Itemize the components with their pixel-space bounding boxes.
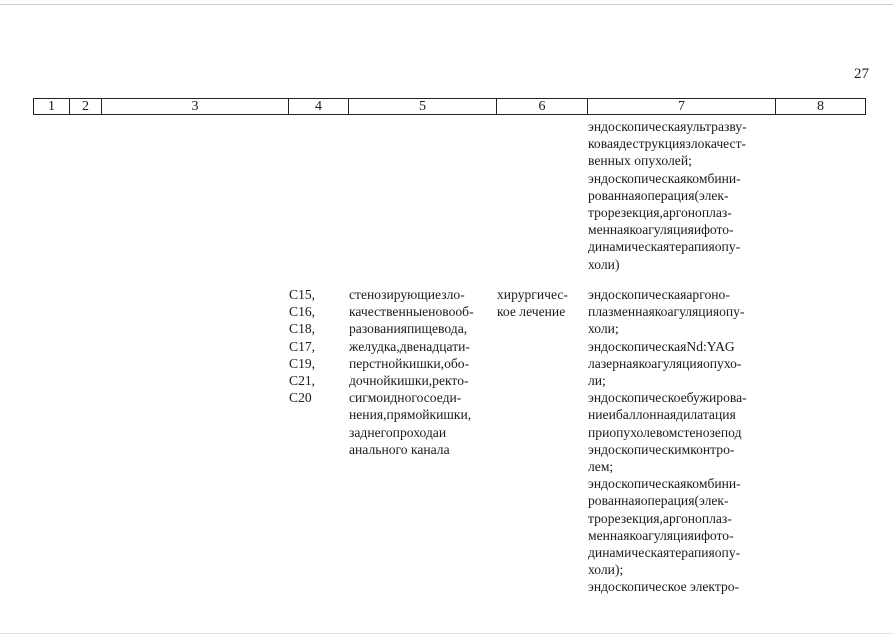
codes-line: C16,	[289, 304, 316, 320]
methods-continued-line: меннаякоагуляцияифото-	[588, 222, 734, 238]
methods-line: эндоскопическоебужирова-	[588, 390, 747, 406]
header-cell-2: 2	[70, 99, 102, 115]
methods-line: эндоскопическаяаргоно-	[588, 287, 730, 302]
codes-line: C21,	[289, 373, 316, 389]
methods-line: лем;	[588, 459, 614, 475]
column-header-table	[33, 98, 866, 115]
methods-line: эндоскопическаяNd:YAG	[588, 338, 735, 354]
methods-line: трорезекция,аргоноплаз-	[588, 510, 732, 526]
diagnosis-line: желудка,двенадцати-	[349, 338, 470, 354]
treatment-line: кое лечение	[497, 304, 566, 320]
header-cell-6: 6	[497, 99, 588, 115]
treatment-line: хирургичес-	[497, 287, 568, 302]
methods-continued-line: эндоскопическаякомбини-	[588, 170, 741, 186]
diagnosis-line: сигмоидногосоеди-	[349, 390, 462, 406]
header-cell-5: 5	[349, 99, 497, 115]
codes-line: C20	[289, 390, 312, 406]
treatment-methods-cell	[588, 286, 772, 596]
methods-continued-line: эндоскопическаяультразву-	[588, 119, 747, 134]
methods-continued-cell	[588, 118, 772, 273]
codes-line: C15,	[289, 287, 316, 302]
methods-continued-line: рованнаяоперация(элек-	[588, 187, 729, 203]
methods-line: эндоскопическимконтро-	[588, 441, 735, 457]
treatment-type-cell	[497, 286, 579, 320]
methods-line: эндоскопическое электро-	[588, 579, 740, 595]
header-row	[34, 99, 866, 115]
diagnosis-cell	[349, 286, 493, 458]
header-cell-3: 3	[102, 99, 289, 115]
methods-line: приопухолевомстенозепод	[588, 424, 742, 440]
header-cell-1: 1	[34, 99, 70, 115]
codes-line: C19,	[289, 355, 316, 371]
diagnosis-line: перстнойкишки,обо-	[349, 355, 470, 371]
methods-line: ли;	[588, 373, 606, 389]
methods-continued-line: коваядеструкциязлокачест-	[588, 136, 747, 152]
methods-continued-line: венных опухолей;	[588, 153, 692, 169]
diagnosis-line: нения,прямойкишки,	[349, 407, 472, 423]
diagnosis-line: качественныеновооб-	[349, 304, 474, 320]
methods-line: рованнаяоперация(элек-	[588, 493, 729, 509]
methods-line: меннаякоагуляцияифото-	[588, 527, 734, 543]
diagnosis-line: дочнойкишки,ректо-	[349, 373, 469, 389]
methods-continued-line: холи)	[588, 256, 620, 272]
methods-line: лазернаякоагуляцияопухо-	[588, 355, 742, 371]
header-cell-8: 8	[776, 99, 866, 115]
diagnosis-line: стенозирующиезло-	[349, 287, 465, 302]
header-cell-7: 7	[588, 99, 776, 115]
icd-codes-cell	[289, 286, 339, 406]
diagnosis-line: разованияпищевода,	[349, 321, 468, 337]
header-cell-4: 4	[289, 99, 349, 115]
methods-line: холи;	[588, 321, 619, 337]
methods-continued-line: динамическаятерапияопу-	[588, 239, 741, 255]
diagnosis-line: заднегопроходаи	[349, 424, 447, 440]
methods-line: эндоскопическаякомбини-	[588, 476, 741, 492]
scan-edge-top	[0, 4, 893, 5]
methods-line: плазменнаякоагуляцияопу-	[588, 304, 745, 320]
scan-edge-bottom	[0, 633, 893, 634]
diagnosis-line: анального канала	[349, 441, 450, 457]
page-number: 27	[854, 66, 869, 82]
methods-continued-line: трорезекция,аргоноплаз-	[588, 205, 732, 221]
methods-line: динамическаятерапияопу-	[588, 545, 741, 561]
methods-line: холи);	[588, 562, 624, 578]
codes-line: C17,	[289, 338, 316, 354]
methods-line: ниеибаллоннаядилатация	[588, 407, 736, 423]
codes-line: C18,	[289, 321, 316, 337]
